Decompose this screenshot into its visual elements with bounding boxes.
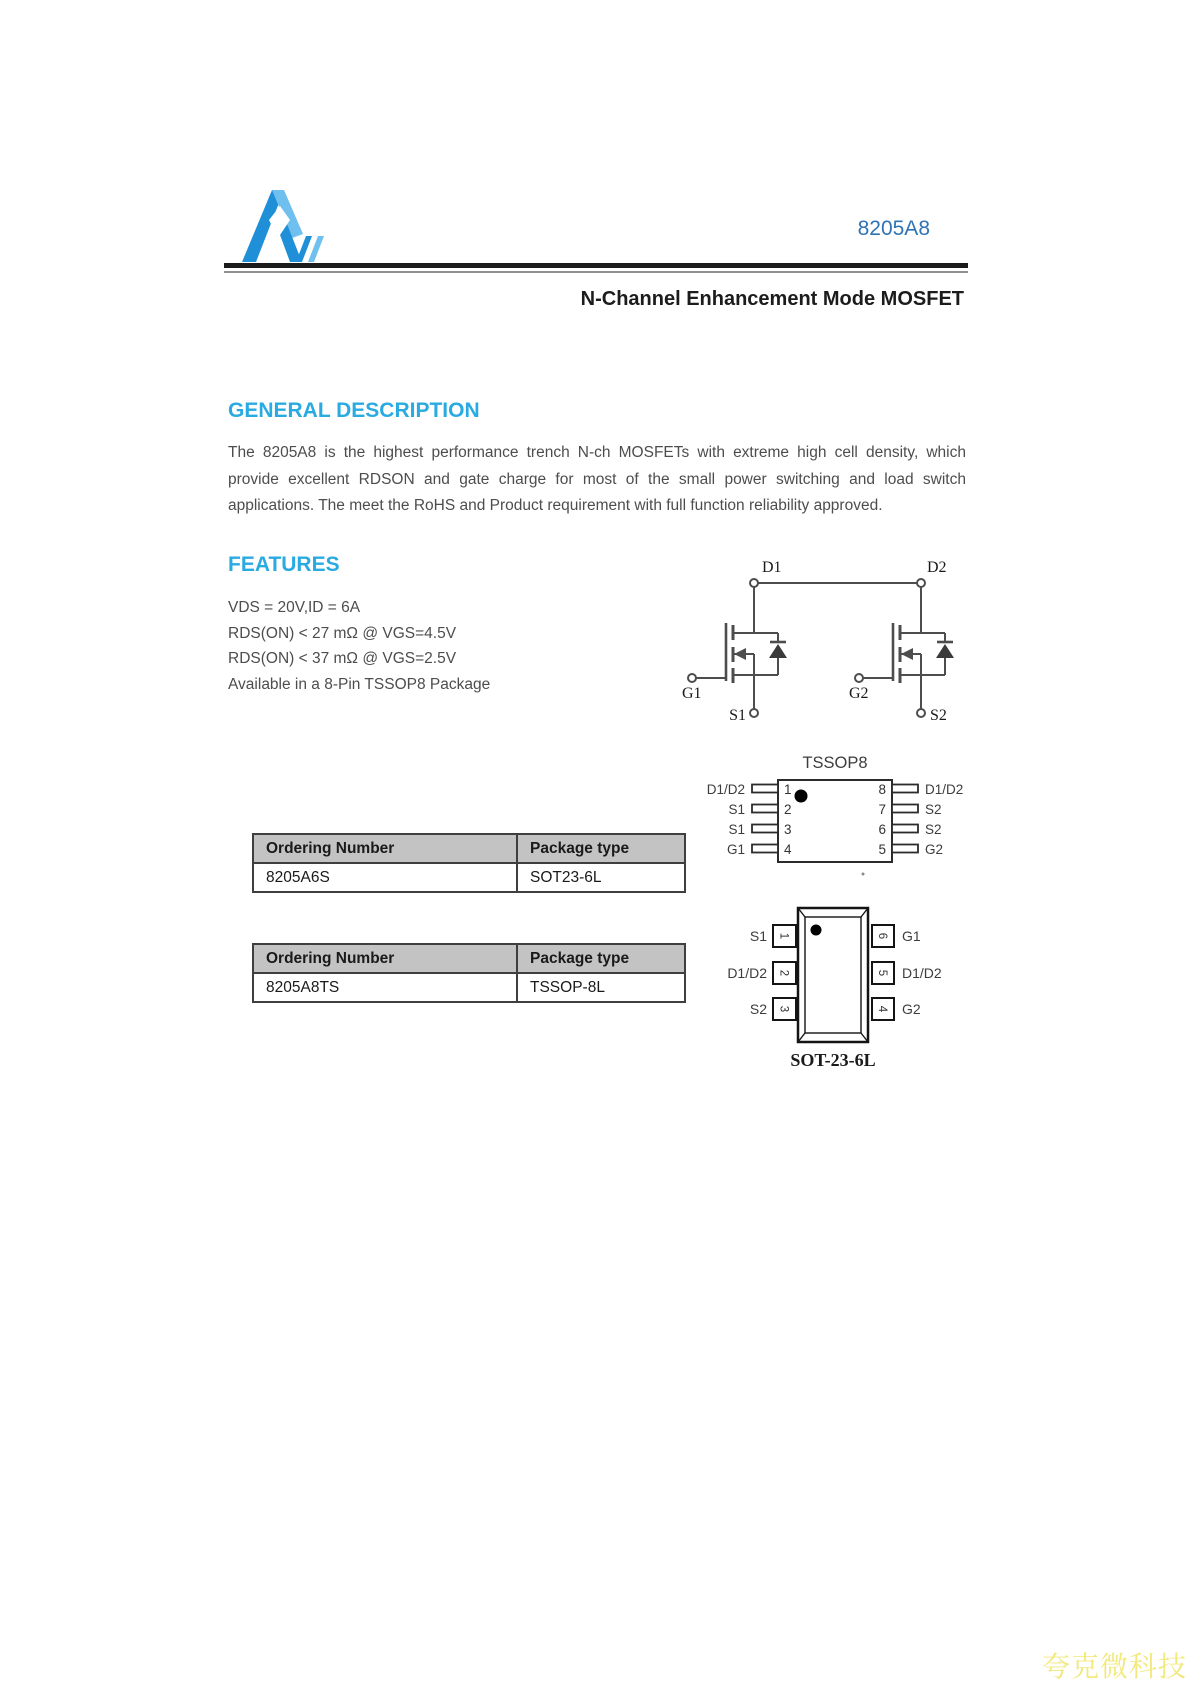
d1-terminal: [750, 579, 758, 587]
document-title: N-Channel Enhancement Mode MOSFET: [580, 288, 964, 310]
pin-label: S2: [925, 802, 942, 817]
pin-number: 3: [777, 1005, 790, 1013]
pin-label: D1/D2: [727, 965, 767, 981]
features-heading: FEATURES: [228, 553, 340, 576]
sot23-body: [798, 908, 868, 1042]
ordering-number-header: Ordering Number: [253, 834, 517, 863]
header-rule-thin: [224, 271, 968, 273]
watermark: 夸克微科技: [1042, 1651, 1188, 1682]
feature-item: VDS = 20V,ID = 6A: [228, 599, 361, 616]
pin-label: D1/D2: [706, 782, 745, 797]
q1-body-arrow: [734, 648, 746, 660]
general-description-body: The 8205A8 is the highest performance trench N-ch MOSFETs with extreme high cell density, which provide excellent RDSON and gate charge for most of the small power switching and load switch applications. The meet the RoHS and Product requirement with full function reliability approved.: [228, 444, 966, 514]
table-row: [253, 863, 685, 892]
pin-label: G2: [902, 1001, 921, 1017]
pin-label: G1: [726, 842, 745, 857]
pin-number: 6: [878, 822, 886, 837]
pin-number: 4: [784, 842, 792, 857]
general-description-heading: GENERAL DESCRIPTION: [228, 399, 480, 422]
g2-terminal: [855, 674, 863, 682]
pin-label: D1/D2: [925, 782, 964, 797]
pin1-indicator-dot: [811, 925, 822, 936]
s1-terminal: [750, 709, 758, 717]
g1-label: G1: [682, 685, 702, 702]
pin-label: S1: [728, 802, 745, 817]
part-number: 8205A8: [857, 217, 930, 240]
ordering-number-header: Ordering Number: [253, 944, 517, 973]
ordering-table-tssop8: [252, 943, 686, 1003]
table-row: [253, 973, 685, 1002]
s1-label: S1: [729, 707, 746, 724]
pin1-indicator-dot: [795, 790, 808, 803]
pin-number: 7: [878, 802, 886, 817]
d2-terminal: [917, 579, 925, 587]
q2-body-arrow: [901, 648, 913, 660]
q1-body-diode: [769, 644, 787, 658]
stray-mark: [862, 873, 865, 876]
pin-label: S2: [925, 822, 942, 837]
company-logo: [240, 186, 340, 262]
ordering-table-sot23: [252, 833, 686, 893]
tssop8-body: [778, 780, 892, 862]
pin-label: S1: [728, 822, 745, 837]
pin-number: 2: [784, 802, 792, 817]
header-rule-thick: [224, 263, 968, 268]
pin-number: 3: [784, 822, 792, 837]
sot23-6l-pinout: [700, 898, 960, 1078]
g1-terminal: [688, 674, 696, 682]
d2-label: D2: [927, 559, 947, 576]
features-list: [228, 595, 490, 698]
pin-label: S2: [749, 1001, 767, 1017]
pin-label: G2: [925, 842, 944, 857]
package-type-header: Package type: [517, 834, 685, 863]
dual-mosfet-schematic: [660, 545, 970, 735]
s2-terminal: [917, 709, 925, 717]
pin-number: 5: [878, 842, 886, 857]
pin-number: 5: [876, 969, 888, 977]
pin-number: 6: [876, 932, 888, 940]
feature-item: RDS(ON) < 27 mΩ @ VGS=4.5V: [228, 624, 457, 642]
pin-label: G1: [902, 928, 921, 944]
sot23-caption: SOT-23-6L: [790, 1050, 876, 1070]
feature-item: RDS(ON) < 37 mΩ @ VGS=2.5V: [228, 650, 457, 668]
pin-number: 1: [777, 932, 790, 940]
d1-label: D1: [762, 559, 782, 576]
pin-number: 1: [784, 782, 792, 797]
tssop8-pinout: [700, 748, 980, 888]
q2-body-diode: [936, 644, 954, 658]
ordering-number-cell: 8205A8TS: [253, 973, 517, 1002]
pin-label: S1: [749, 928, 767, 944]
package-type-header: Package type: [517, 944, 685, 973]
ordering-number-cell: 8205A6S: [253, 863, 517, 892]
feature-item: Available in a 8-Pin TSSOP8 Package: [228, 676, 491, 694]
pin-number: 4: [876, 1005, 888, 1013]
pin-label: D1/D2: [902, 965, 942, 981]
s2-label: S2: [930, 707, 947, 724]
pin-number: 8: [878, 782, 886, 797]
g2-label: G2: [849, 685, 869, 702]
package-type-cell: TSSOP-8L: [517, 973, 685, 1002]
package-type-cell: SOT23-6L: [517, 863, 685, 892]
pin-number: 2: [777, 969, 790, 977]
tssop8-title: TSSOP8: [802, 754, 868, 772]
